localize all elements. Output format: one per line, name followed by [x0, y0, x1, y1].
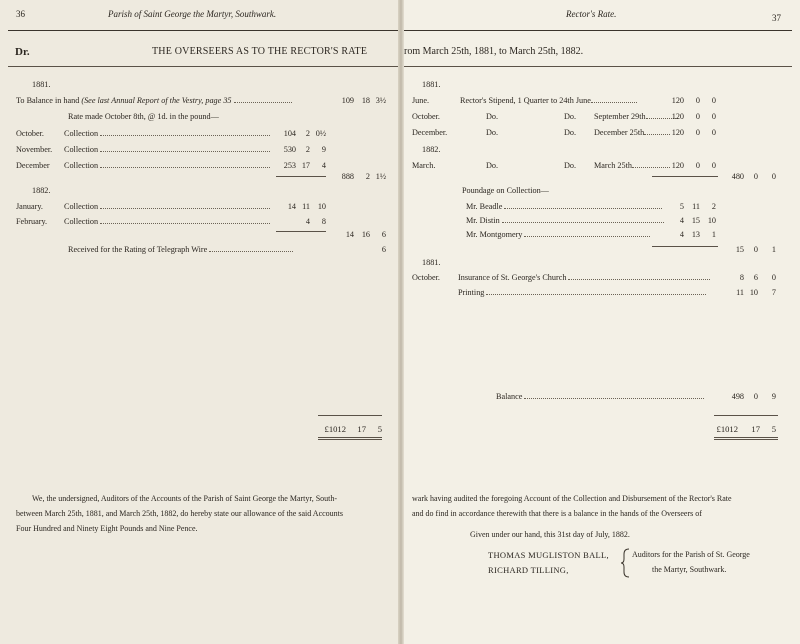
- total-rule-double: [714, 439, 778, 440]
- collection-pounds: 253: [283, 161, 296, 170]
- subtotal-rule: [276, 231, 326, 232]
- subtotal1-pence: 1½: [375, 172, 386, 181]
- collection-row: January. Collection: [16, 202, 270, 211]
- subtotal-rule: [276, 176, 326, 177]
- auditors-right-line-2: and do find in accordance therewith that there is a balance in the hands of the Overseers of: [412, 509, 702, 518]
- receipts-year-1881: 1881.: [32, 80, 51, 89]
- receipts-total-pounds: £1012: [324, 424, 346, 434]
- poundage-shillings: 13: [691, 230, 700, 239]
- stipend-pounds: 120: [671, 161, 684, 170]
- stipend-total-pence: 0: [771, 172, 776, 181]
- auditor-role-2: the Martyr, Southwark.: [652, 565, 727, 574]
- poundage-shillings: 11: [692, 202, 700, 211]
- brace-icon: [620, 548, 632, 578]
- stipend-pence: 0: [711, 161, 716, 170]
- payments-total-shillings: 17: [751, 424, 760, 434]
- dot-leader: [234, 97, 292, 103]
- subtotal-rule: [652, 246, 718, 247]
- stipend-row: June. Rector's Stipend, 1 Quarter to 24th June: [412, 96, 637, 105]
- collection-pounds: 104: [283, 129, 296, 138]
- subtotal-rule: [652, 176, 718, 177]
- stipend-shillings: 0: [695, 161, 700, 170]
- telegraph-row: Received for the Rating of Telegraph Wire: [68, 245, 293, 254]
- collection-shillings: 2: [305, 145, 310, 154]
- receipts-total-shillings: 17: [357, 424, 366, 434]
- balance-note: (See last Annual Report of the Vestry, page 35: [81, 96, 232, 105]
- balance-pounds: 498: [731, 392, 744, 401]
- total-rule-double: [318, 439, 382, 440]
- stipend-pounds: 120: [671, 128, 684, 137]
- auditor-name-2: RICHARD TILLING,: [488, 565, 569, 575]
- collection-row: October. Collection: [16, 129, 270, 138]
- header-rule-right: [404, 30, 792, 31]
- stipend-shillings: 0: [695, 96, 700, 105]
- subtotal2-pence: 6: [381, 230, 386, 239]
- subtotal2-shillings: 16: [361, 230, 370, 239]
- title-rule-left: [8, 66, 398, 67]
- poundage-pounds: 4: [679, 230, 684, 239]
- poundage-total-pence: 1: [771, 245, 776, 254]
- insurance-shillings: 6: [753, 273, 758, 282]
- collection-pence: 9: [321, 145, 326, 154]
- stipend-total-shillings: 0: [753, 172, 758, 181]
- stipend-pounds: 120: [671, 112, 684, 121]
- telegraph-amount: 6: [381, 245, 386, 254]
- subtotal1-shillings: 2: [365, 172, 370, 181]
- right-page-number: 37: [772, 13, 781, 23]
- balance-pence: 9: [771, 392, 776, 401]
- collection-pence: 10: [317, 202, 326, 211]
- total-rule-bottom: [714, 437, 778, 438]
- auditors-left-line-3: Four Hundred and Ninety Eight Pounds and Nine Pence.: [16, 524, 198, 533]
- stipend-pence: 0: [711, 96, 716, 105]
- header-rule-left: [8, 30, 398, 31]
- receipts-year-1882: 1882.: [32, 186, 51, 195]
- collection-row: November. Collection: [16, 145, 270, 154]
- poundage-shillings: 15: [691, 216, 700, 225]
- stipend-row: December. Do. Do. December 25th: [412, 128, 670, 137]
- collection-row: December Collection: [16, 161, 270, 170]
- balance-shillings: 18: [361, 96, 370, 105]
- poundage-total-shillings: 0: [753, 245, 758, 254]
- receipts-total-pence: 5: [377, 424, 382, 434]
- total-rule-top: [318, 415, 382, 416]
- payments-year-1881: 1881.: [422, 80, 441, 89]
- stipend-total-pounds: 480: [731, 172, 744, 181]
- poundage-row: Mr. Montgomery: [466, 230, 650, 239]
- stipend-row: March. Do. Do. March 25th: [412, 161, 670, 170]
- title-rule-right: [404, 66, 792, 67]
- auditors-left-line-2: between March 25th, 1881, and March 25th, 1882, do hereby state our allowance of the said Accounts: [16, 509, 344, 518]
- poundage-pence: 2: [711, 202, 716, 211]
- collection-pence: 0½: [315, 129, 326, 138]
- printing-pounds: 11: [736, 288, 744, 297]
- poundage-pence: 10: [707, 216, 716, 225]
- subtotal1-pounds: 888: [341, 172, 354, 181]
- insurance-row: October. Insurance of St. George's Church: [412, 273, 710, 282]
- payments-year-1882: 1882.: [422, 145, 441, 154]
- stipend-shillings: 0: [695, 112, 700, 121]
- account-title-left: THE OVERSEERS AS TO THE RECTOR'S RATE: [152, 46, 368, 57]
- poundage-pounds: 4: [679, 216, 684, 225]
- balance-row: Balance: [496, 392, 704, 401]
- collection-shillings: 2: [305, 129, 310, 138]
- left-running-title: Parish of Saint George the Martyr, Southwark.: [108, 9, 277, 19]
- total-rule-bottom: [318, 437, 382, 438]
- printing-pence: 7: [771, 288, 776, 297]
- collection-pounds: 530: [283, 145, 296, 154]
- balance-shillings: 0: [753, 392, 758, 401]
- payments-total-pounds: £1012: [716, 424, 738, 434]
- auditors-left-line-1: We, the undersigned, Auditors of the Accounts of the Parish of Saint George the Martyr, South-: [32, 494, 338, 503]
- stipend-pence: 0: [711, 112, 716, 121]
- auditor-role-1: Auditors for the Parish of St. George: [632, 550, 750, 559]
- insurance-pounds: 8: [739, 273, 744, 282]
- balance-pounds: 109: [341, 96, 354, 105]
- stipend-row: October. Do. Do. September 29th: [412, 112, 678, 121]
- auditors-right-line-1: wark having audited the foregoing Account of the Collection and Disbursement of the Rector's Rate: [412, 494, 732, 503]
- printing-row: Printing: [458, 288, 706, 297]
- given-under-hand: Given under our hand, this 31st day of July, 1882.: [470, 530, 630, 539]
- total-rule-top: [714, 415, 778, 416]
- right-running-title: Rector's Rate.: [566, 9, 617, 19]
- auditor-name-1: THOMAS MUGLISTON BALL,: [488, 550, 609, 560]
- insurance-pence: 0: [771, 273, 776, 282]
- balance-label: To Balance in hand: [16, 96, 80, 105]
- collection-shillings: 11: [302, 202, 310, 211]
- collection-row: February. Collection: [16, 217, 270, 226]
- poundage-pounds: 5: [679, 202, 684, 211]
- collection-shillings: 4: [305, 217, 310, 226]
- payments-year-1881b: 1881.: [422, 258, 441, 267]
- collection-pence: 4: [321, 161, 326, 170]
- subtotal2-pounds: 14: [345, 230, 354, 239]
- collection-pence: 8: [321, 217, 326, 226]
- left-page-number: 36: [16, 9, 25, 19]
- balance-in-hand-row: [16, 96, 292, 105]
- debit-marker: Dr.: [15, 46, 30, 58]
- balance-pence: 3½: [375, 96, 386, 105]
- stipend-shillings: 0: [695, 128, 700, 137]
- collection-shillings: 17: [301, 161, 310, 170]
- book-gutter: [398, 0, 404, 644]
- stipend-pounds: 120: [671, 96, 684, 105]
- account-title-right: rom March 25th, 1881, to March 25th, 1882.: [404, 46, 584, 57]
- printing-shillings: 10: [749, 288, 758, 297]
- poundage-row: Mr. Distin: [466, 216, 664, 225]
- poundage-heading: Poundage on Collection—: [462, 186, 549, 195]
- stipend-pence: 0: [711, 128, 716, 137]
- poundage-row: Mr. Beadle: [466, 202, 662, 211]
- payments-total-pence: 5: [771, 424, 776, 434]
- collection-pounds: 14: [287, 202, 296, 211]
- rate-made-note: Rate made October 8th, @ 1d. in the pound—: [68, 112, 219, 121]
- poundage-pence: 1: [711, 230, 716, 239]
- poundage-total-pounds: 15: [735, 245, 744, 254]
